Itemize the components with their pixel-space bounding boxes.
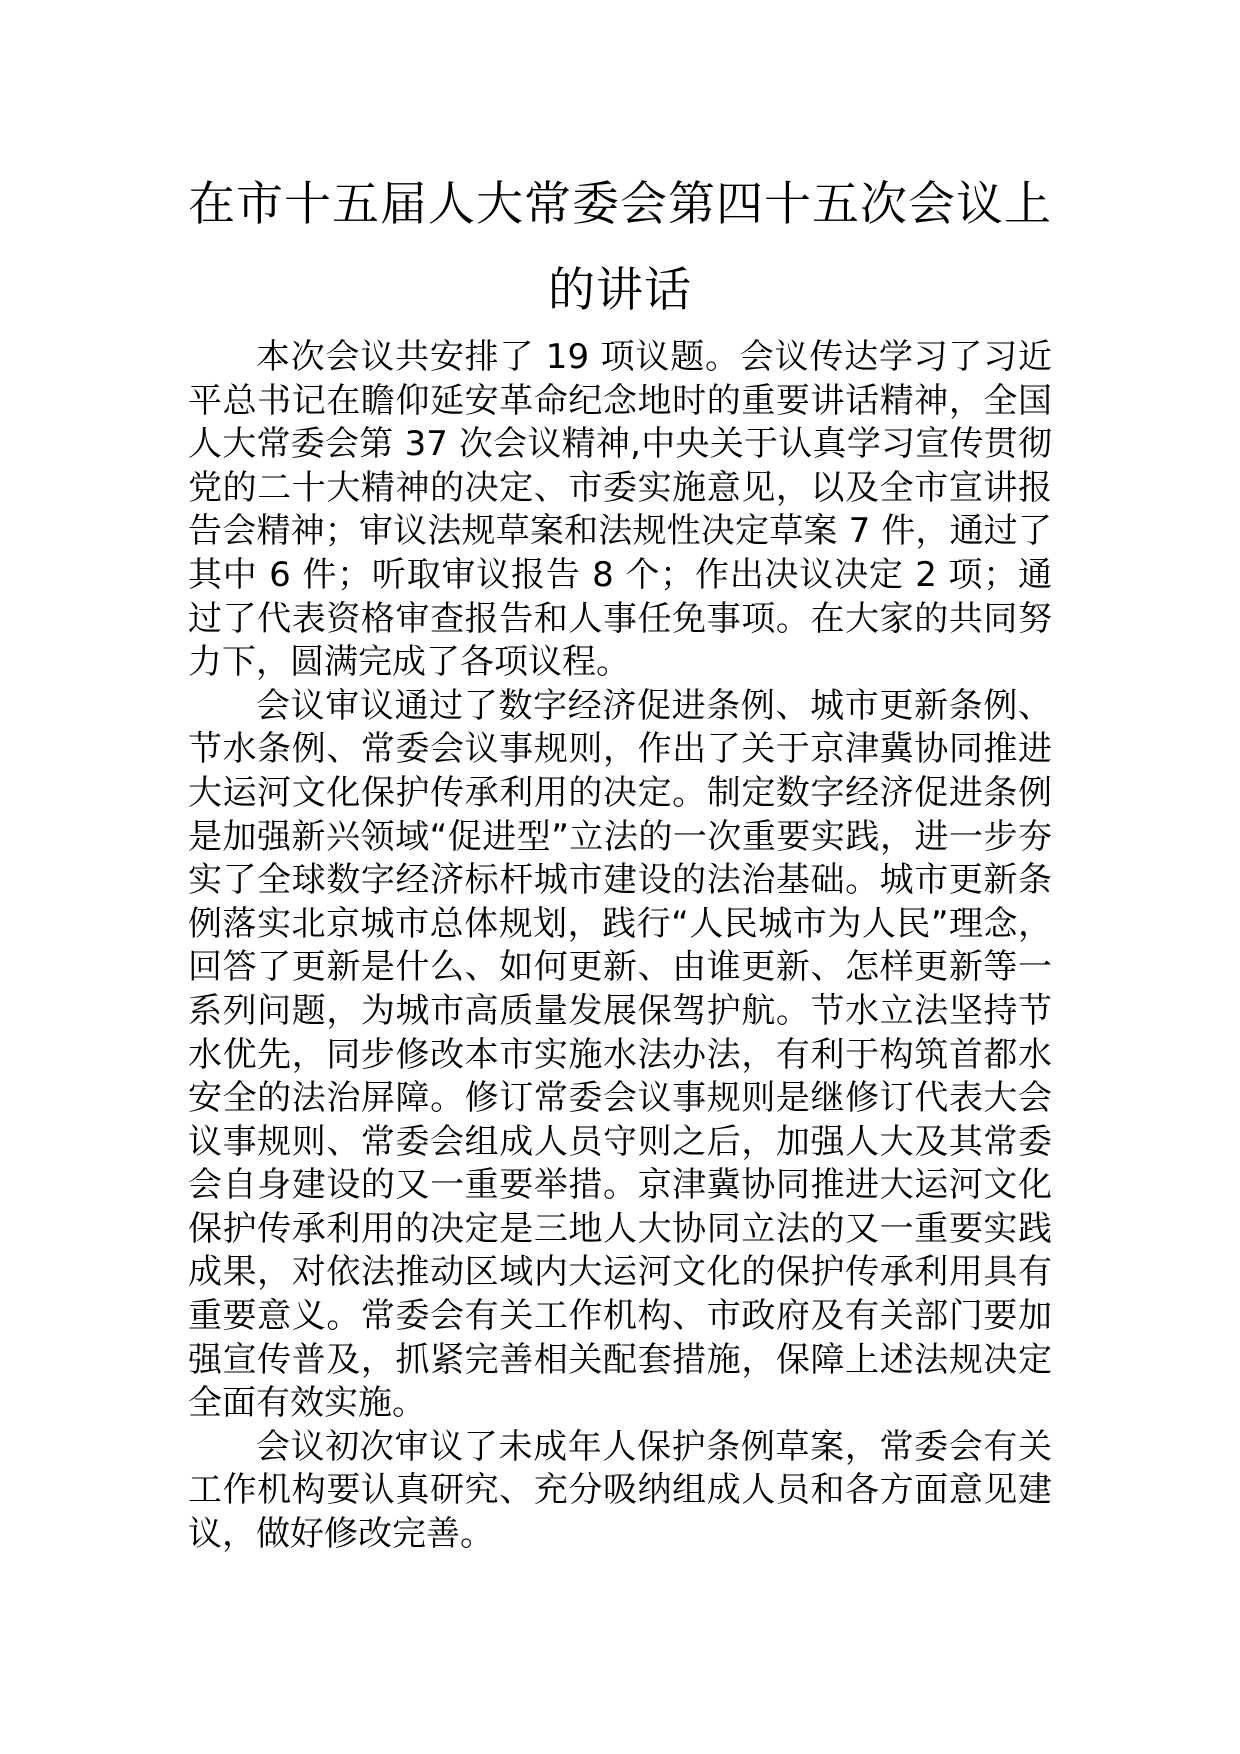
document-title: 在市十五届人大常委会第四十五次会议上的讲话: [188, 177, 1052, 318]
document-body: [188, 336, 1052, 1557]
paragraph-agenda-summary: 本次会议共安排了 19 项议题。会议传达学习了习近平总书记在瞻仰延安革命纪念地时的重要讲话精神，全国人大常委会第 37 次会议精神,中央关于认真学习宣传贯彻党的二十大精神的决定、市委实施意见，以及全市宣讲报告会精神；审议法规草案和法规性决定草案 7 件，通过了其中 6 件；听取审议报告 8 个；作出决议决定 2 项；通过了代表资格审查报告和人事任免事项。在大家的共同努力下，圆满完成了各项议程。: [188, 337, 1052, 683]
paragraph-regulations-passed: 会议审议通过了数字经济促进条例、城市更新条例、节水条例、常委会议事规则，作出了关于京津冀协同推进大运河文化保护传承利用的决定。制定数字经济促进条例是加强新兴领域“促进型”立法的一次重要实践，进一步夯实了全球数字经济标杆城市建设的法治基础。城市更新条例落实北京城市总体规划，践行“人民城市为人民”理念，回答了更新是什么、如何更新、由谁更新、怎样更新等一系列问题，为城市高质量发展保驾护航。节水立法坚持节水优先，同步修改本市实施水法办法，有利于构筑首都水安全的法治屏障。修订常委会议事规则是继修订代表大会议事规则、常委会组成人员守则之后，加强人大及其常委会自身建设的又一重要举措。京津冀协同推进大运河文化保护传承利用的决定是三地人大协同立法的又一重要实践成果，对依法推动区域内大运河文化的保护传承利用具有重要意义。常委会有关工作机构、市政府及有关部门要加强宣传普及，抓紧完善相关配套措施，保障上述法规决定全面有效实施。: [188, 685, 1052, 1424]
paragraph-first-review: 会议初次审议了未成年人保护条例草案，常委会有关工作机构要认真研究、充分吸纳组成人员和各方面意见建议，做好修改完善。: [188, 1426, 1052, 1555]
